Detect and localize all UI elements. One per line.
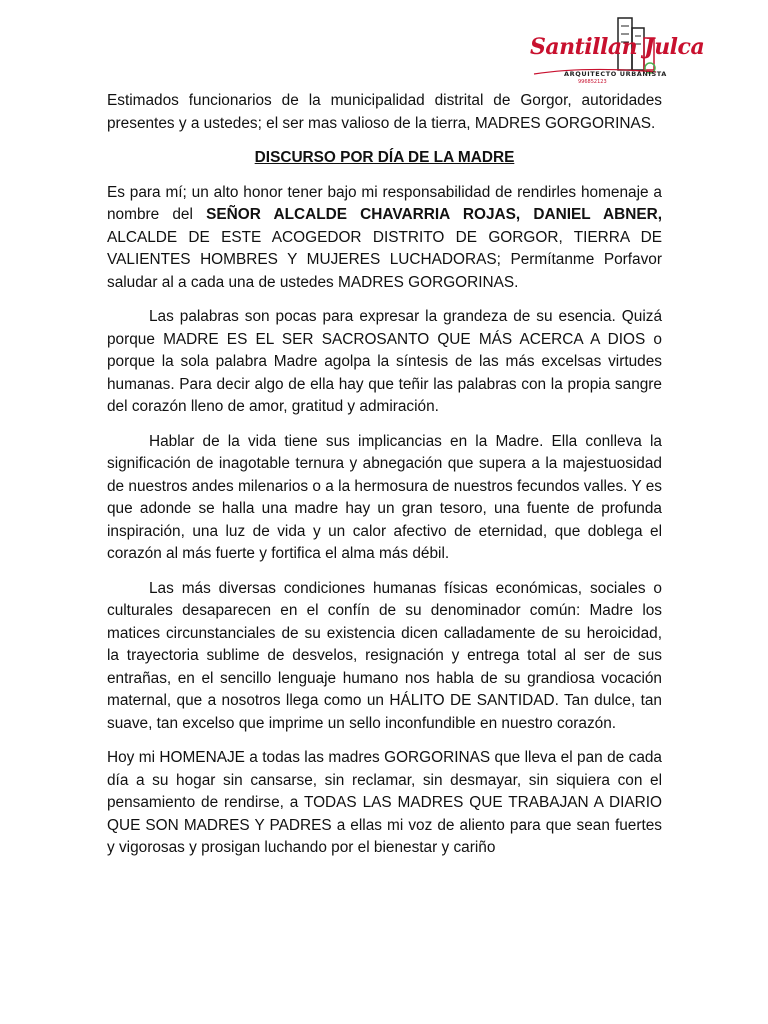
logo-script-name: Santillan Julca xyxy=(530,34,705,60)
paragraph-3: Hablar de la vida tiene sus implicancias en la Madre. Ella conlleva la significación de inagotable ternura y abnegación que supera a la majestuosidad de nuestros andes milenarios o a la hermosura de nuestros fecundos valles. Y es que adonde se halla una madre hay un gran tesoro, una fuente de profunda inspiración, una luz de vida y un calor afectivo de eternidad, que doblega el corazón al más fuerte y fortifica el alma más débil. xyxy=(107,432,662,562)
mayor-name: SEÑOR ALCALDE CHAVARRIA ROJAS, DANIEL ABNER, xyxy=(206,206,662,223)
speech-body xyxy=(107,90,662,860)
logo-subtitle: ARQUITECTO URBANISTA xyxy=(564,70,667,78)
greeting-paragraph: Estimados funcionarios de la municipalidad distrital de Gorgor, autoridades presentes y a ustedes; el ser mas valioso de la tierra, MADRES GORGORINAS. xyxy=(107,92,662,132)
paragraph-2: Las palabras son pocas para expresar la grandeza de su esencia. Quizá porque MADRE ES EL SER SACROSANTO QUE MÁS ACERCA A DIOS o porque la sola palabra Madre agolpa la síntesis de las más excelsas virtudes humanas. Para decir algo de ella hay que teñir las palabras con la propia sangre del corazón lleno de amor, gratitud y admiración. xyxy=(107,308,662,415)
paragraph-1 xyxy=(107,182,662,295)
paragraph-4: Las más diversas condiciones humanas físicas económicas, sociales o culturales desaparecen en el confín de su denominador común: Madre los matices circunstanciales de su existencia dicen calladamente de su heroicidad, la trayectoria sublime de desvelos, resignación y entrega total al ser de sus entrañas, en el sencillo lenguaje humano nos habla de su grandiosa vocación maternal, que a nosotros llega como un HÁLITO DE SANTIDAD. Tan dulce, tan suave, tan excelso que imprime un sello inconfundible en nuestro corazón. xyxy=(107,579,662,732)
paragraph-1-intro: Es para mí; un alto honor tener bajo mi responsabilidad de rendirles homenaje a nombre del xyxy=(107,183,662,223)
speech-title: DISCURSO POR DÍA DE LA MADRE xyxy=(254,149,515,166)
paragraph-1-rest: ALCALDE DE ESTE ACOGEDOR DISTRITO DE GORGOR, TIERRA DE VALIENTES HOMBRES Y MUJERES LUCHADORAS; Permítanme Porfavor saludar al a cada una de ustedes MADRES GORGORINAS. xyxy=(107,228,662,291)
paragraph-5: Hoy mi HOMENAJE a todas las madres GORGORINAS que lleva el pan de cada día a su hogar sin cansarse, sin reclamar, sin desmayar, sin siquiera con el pensamiento de rendirse, a TODAS LAS MADRES QUE TRABAJAN A DIARIO QUE SON MADRES Y PADRES a ellas mi voz de aliento para que sean fuertes y vigorosas y prosigan luchando por el bienestar y cariño xyxy=(107,749,662,856)
logo-phone: 996852123 xyxy=(578,79,607,85)
architect-logo xyxy=(526,12,705,92)
